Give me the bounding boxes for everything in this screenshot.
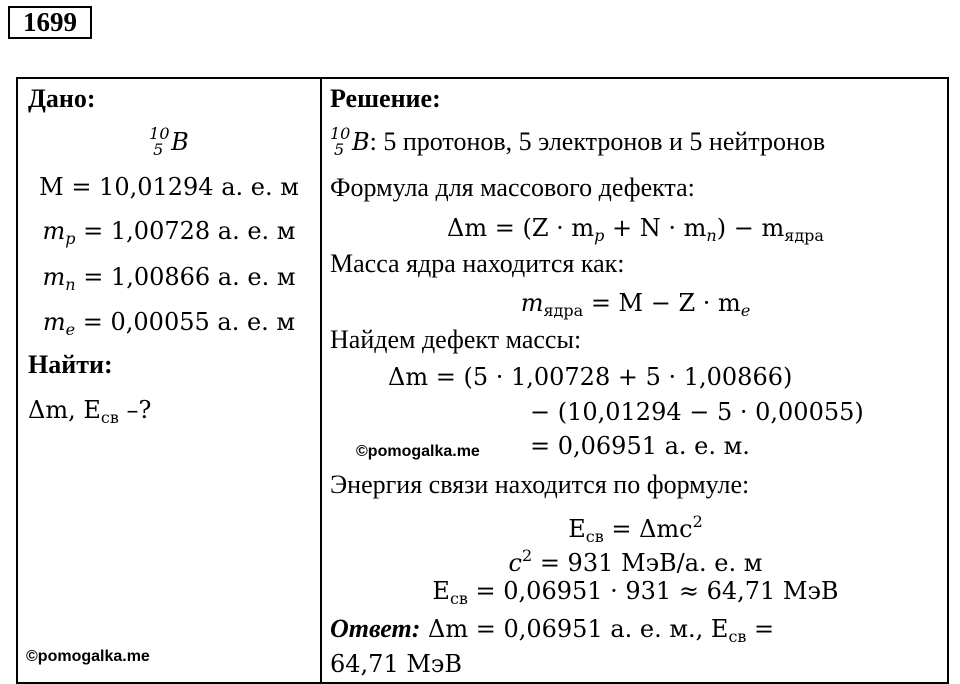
calc-line-2: − (10,01294 − 5 · 0,00055) — [530, 398, 864, 426]
c-squared-line: $c^2 = 931$ МэВ/а. е. м — [508, 546, 763, 577]
energy-heading: Энергия связи находится по формуле: — [330, 470, 750, 499]
nucleus-heading: Масса ядра находится как: — [330, 249, 625, 278]
solution-table — [16, 77, 949, 684]
given-proton-mass: $m_p = 1,00728$ а. е. м — [42, 217, 296, 248]
energy-result-line: $E_{св} = 0,06951 \cdot 931 \approx 64,71$ МэВ — [432, 577, 839, 608]
defect-heading: Найдем дефект массы: — [330, 325, 582, 354]
nucleus-mass-formula: $m_{ядра} = M - Z \cdot m_e$ — [520, 289, 751, 320]
nuclide-indices: 10 5 — [149, 124, 170, 159]
given-nuclide: 10 5 B — [149, 124, 189, 159]
mass-defect-formula: $\Delta m = (Z \cdot m_p + N \cdot m_n) - m_{ядра}$ — [447, 214, 824, 245]
answer-line: Ответ: Δm = 0,06951 а. е. м., $E_{св}$ = — [330, 614, 775, 646]
solution-column — [322, 79, 949, 682]
given-neutron-mass: $m_n = 1,00866$ а. е. м — [42, 263, 296, 294]
calc-line-1: Δm = (5 · 1,00728 + 5 · 1,00866) — [388, 363, 793, 391]
answer-line-2: 64,71 МэВ — [330, 650, 462, 678]
given-column — [18, 79, 320, 682]
given-heading: Дано: — [28, 84, 96, 113]
find-quantities: Δm, $E_{св}$ –? — [28, 396, 152, 427]
watermark-middle: ©pomogalka.me — [356, 443, 480, 460]
calc-line-3: = 0,06951 а. е. м. — [530, 432, 750, 460]
composition-nuclide: 10 5 B — [330, 124, 370, 159]
given-total-mass: M = 10,01294 а. е. м — [39, 173, 299, 201]
find-heading: Найти: — [28, 350, 113, 379]
given-electron-mass: $m_e = 0,00055$ а. е. м — [42, 308, 296, 339]
watermark-bottom: ©pomogalka.me — [26, 648, 150, 665]
binding-energy-formula: $E_{св} = \Delta mc^2$ — [568, 512, 703, 546]
formula-heading: Формула для массового дефекта: — [330, 173, 695, 202]
problem-number: 1699 — [8, 6, 92, 39]
solution-heading: Решение: — [330, 84, 441, 113]
answer-label: Ответ: — [330, 614, 421, 643]
composition-line: 10 5 B: 5 протонов, 5 электронов и 5 нейтронов — [330, 124, 826, 159]
